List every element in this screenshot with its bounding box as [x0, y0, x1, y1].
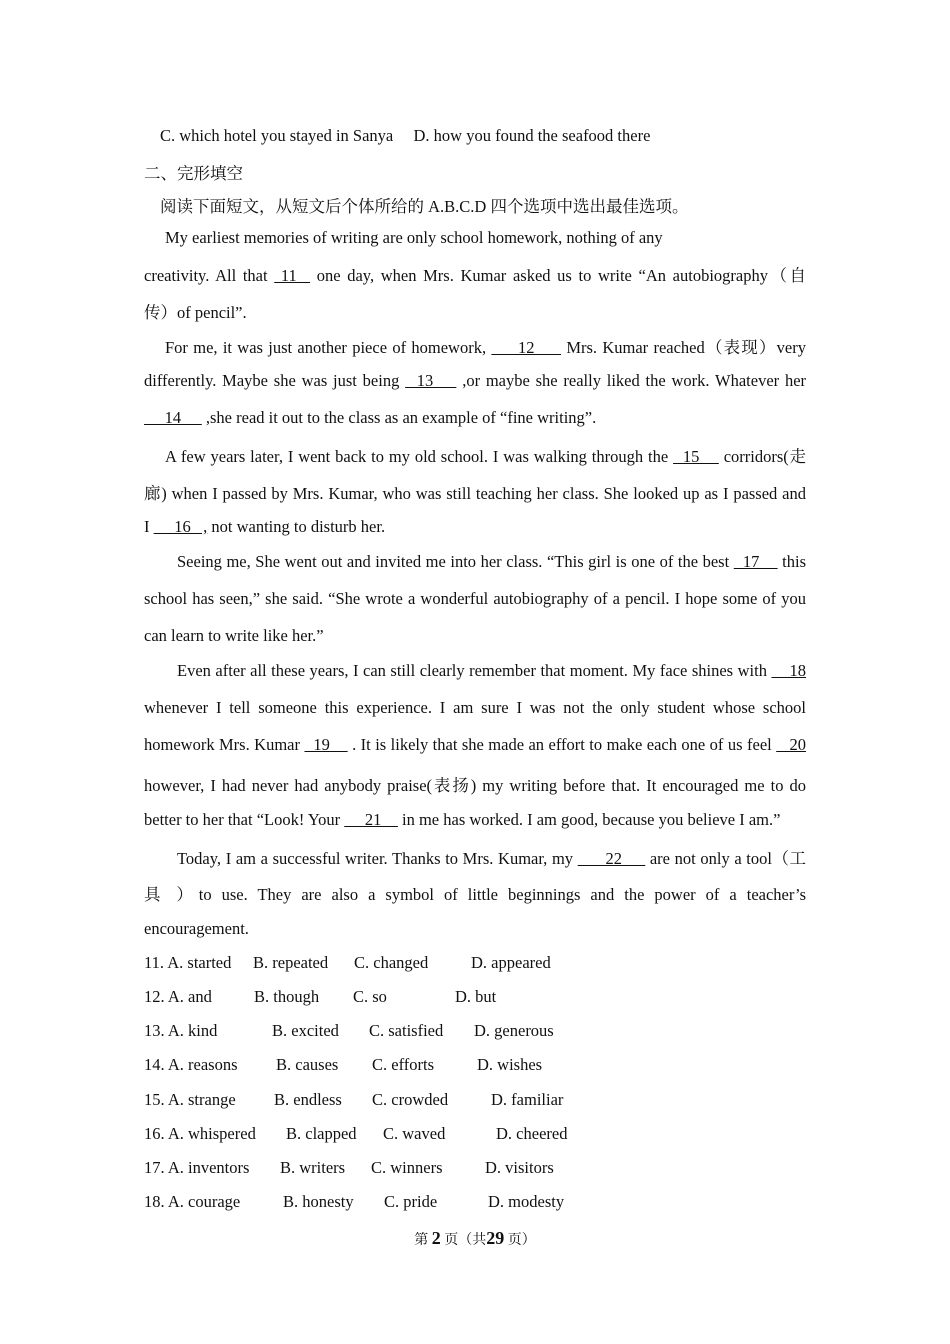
option-d: D. generous: [474, 1021, 554, 1040]
passage-line: school has seen,” she said. “She wrote a wonderful autobiography of a pencil. I hope some of you: [144, 589, 806, 608]
option-c: C. pride: [384, 1192, 438, 1211]
option-d: D. but: [455, 987, 497, 1006]
passage-line: creativity. All that 11 one day, when Mrs. Kumar asked us to write “An autobiography（自: [144, 266, 807, 285]
blank-14: 14: [144, 408, 202, 427]
option-c: C. winners: [371, 1158, 443, 1177]
passage-line: Today, I am a successful writer. Thanks to Mrs. Kumar, my 22 are not only a tool（工: [177, 849, 806, 868]
option-b: B. causes: [276, 1055, 339, 1074]
option-c: C. waved: [383, 1124, 446, 1143]
passage-line: 具 ）to use. They are also a symbol of little beginnings and the power of a teacher’s: [144, 885, 806, 904]
blank-16: 16 ,: [153, 517, 208, 536]
option-b: B. though: [254, 987, 320, 1006]
option-a: 11. A. started: [144, 953, 232, 972]
passage-line: A few years later, I went back to my old school. I was walking through the 15 corridors(走: [165, 447, 806, 466]
option-b: B. repeated: [253, 953, 329, 972]
option-b: B. endless: [274, 1090, 342, 1109]
option-b: B. excited: [272, 1021, 339, 1040]
page-footer: 第 2 页（共29 页）: [414, 1228, 536, 1248]
option-d: D. appeared: [471, 953, 551, 972]
option-c: C. so: [353, 987, 387, 1006]
passage-line: Even after all these years, I can still clearly remember that moment. My face shines with 18: [177, 661, 807, 680]
option-b: B. clapped: [286, 1124, 357, 1143]
option-a: 16. A. whispered: [144, 1124, 256, 1143]
option-c: C. efforts: [372, 1055, 435, 1074]
passage-line: 14 ,she read it out to the class as an example of “fine writing”.: [144, 408, 597, 427]
passage-line: whenever I tell someone this experience. I am sure I was not the only student whose school: [144, 698, 806, 717]
section-title: 二、完形填空: [144, 164, 243, 183]
option-a: 18. A. courage: [144, 1192, 241, 1211]
option-d: D. modesty: [488, 1192, 565, 1211]
blank-21: 21: [344, 810, 398, 829]
passage-line: My earliest memories of writing are only school homework, nothing of any: [165, 228, 663, 247]
blank-13: 13: [405, 371, 457, 390]
option-c: C. satisfied: [369, 1021, 444, 1040]
passage-line: better to her that “Look! Your 21 in me has worked. I am good, because you believe I am.”: [144, 810, 781, 829]
option-c: C. changed: [354, 953, 429, 972]
blank-17: 17: [733, 552, 778, 571]
option-a: 12. A. and: [144, 987, 212, 1006]
option-c: C. crowded: [372, 1090, 449, 1109]
passage-line: For me, it was just another piece of homework, 12 Mrs. Kumar reached（表现）very: [165, 338, 806, 357]
passage-line: I 16 , not wanting to disturb her.: [144, 517, 386, 536]
option-a: 13. A. kind: [144, 1021, 218, 1040]
total-pages: 29: [486, 1228, 505, 1248]
blank-19: 19: [304, 735, 348, 754]
page-number: 2: [431, 1228, 441, 1248]
passage-line: Seeing me, She went out and invited me into her class. “This girl is one of the best 17 this: [177, 552, 807, 571]
option-d: D. visitors: [485, 1158, 554, 1177]
passage-line: can learn to write like her.”: [144, 626, 324, 645]
option-d: D. familiar: [491, 1090, 564, 1109]
blank-20: 20: [776, 735, 807, 754]
option-d-text: D. how you found the seafood there: [413, 126, 651, 145]
option-d: D. cheered: [496, 1124, 568, 1143]
passage-line: 传）of pencil”.: [144, 303, 247, 322]
option-a: 17. A. inventors: [144, 1158, 250, 1177]
option-b: B. writers: [280, 1158, 346, 1177]
option-a: 14. A. reasons: [144, 1055, 238, 1074]
blank-15: 15: [673, 447, 719, 466]
option-c-text: C. which hotel you stayed in Sanya: [160, 126, 394, 145]
option-d: D. wishes: [477, 1055, 543, 1074]
previous-options-line: [160, 126, 650, 146]
blank-11: 11: [274, 266, 311, 285]
passage-line: homework Mrs. Kumar 19 . It is likely that she made an effort to make each one of us feel 20: [144, 735, 807, 754]
blank-18: 18: [771, 661, 807, 680]
passage-line: differently. Maybe she was just being 13 ,or maybe she really liked the work. Whatever her: [144, 371, 807, 390]
option-a: 15. A. strange: [144, 1090, 236, 1109]
blank-22: 22: [577, 849, 646, 868]
option-b: B. honesty: [283, 1192, 354, 1211]
passage-line: 廊) when I passed by Mrs. Kumar, who was still teaching her class. She looked up as I passed and: [144, 484, 806, 503]
instructions: 阅读下面短文，从短文后个体所给的 A.B.C.D 四个选项中选出最佳选项。: [160, 197, 689, 216]
blank-12: 12: [491, 338, 561, 357]
passage-line: encouragement.: [144, 919, 249, 938]
passage-line: however, I had never had anybody praise(表扬) my writing before that. It encouraged me to do: [144, 776, 806, 795]
